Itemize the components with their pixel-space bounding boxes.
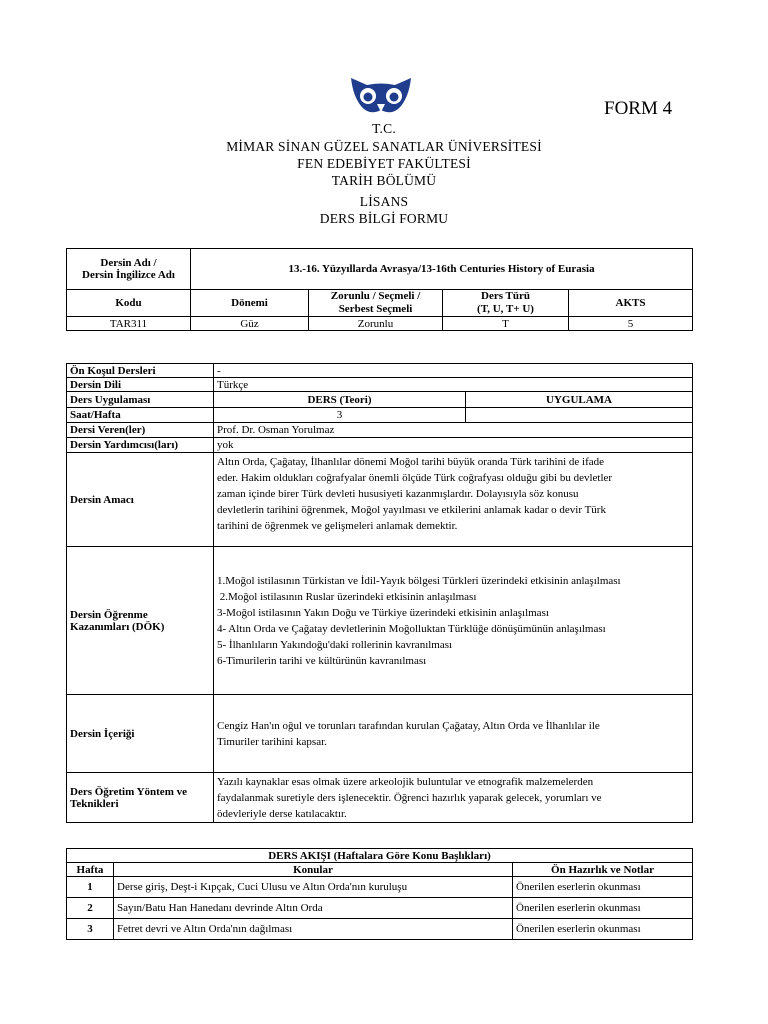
ects-header: AKTS — [569, 290, 693, 317]
course-name-value: 13.-16. Yüzyıllarda Avrasya/13-16th Centuries History of Eurasia — [191, 249, 693, 290]
instructor-label: Dersi Veren(ler) — [67, 423, 214, 438]
form-number: FORM 4 — [604, 98, 673, 119]
code-value: TAR311 — [67, 317, 191, 331]
term-header: Dönemi — [191, 290, 309, 317]
required-value: Zorunlu — [309, 317, 443, 331]
course-table — [66, 248, 693, 331]
hours-practice-value — [466, 408, 693, 423]
instructor-value: Prof. Dr. Osman Yorulmaz — [214, 423, 693, 438]
week-topic: Derse giriş, Deşt-i Kıpçak, Cuci Ulusu ve Altın Orda'nın kuruluşu — [114, 877, 513, 898]
content-text: Cengiz Han'ın oğul ve torunları tarafından kurulan Çağatay, Altın Orda ve İlhanlılar ile Timuriler tarihini kapsar. — [214, 695, 693, 773]
outcomes-row — [67, 547, 693, 695]
content-row — [67, 695, 693, 773]
schedule-title: DERS AKIŞI (Haftalara Göre Konu Başlıkları) — [67, 849, 693, 863]
language-row — [67, 378, 693, 392]
week-number: 1 — [67, 877, 114, 898]
header-line-faculty: FEN EDEBİYET FAKÜLTESİ — [297, 156, 471, 171]
term-value: Güz — [191, 317, 309, 331]
course-values-row — [67, 317, 693, 331]
university-owl-logo — [349, 76, 413, 116]
hours-label: Saat/Hafta — [67, 408, 214, 423]
week-number: 3 — [67, 919, 114, 940]
week-note: Önerilen eserlerin okunması — [513, 877, 693, 898]
aim-text: Altın Orda, Çağatay, İlhanlılar dönemi Moğol tarihi büyük oranda Türk tarihini de ifade eder. Hakim oldukları coğrafyalar önemli ölçüde Türk coğrafyası olduğu gibi bu devletler zaman içinde birer Türk devleti hususiyeti kazanmışlardır. Dolayısıyla söz konusu devletlerin tarihini öğrenmek, Moğol yayılması ve etkilerini anlamak kadar o devir Türk tarihini de öğrenmek ve gelişmeleri anlamak demektir. — [214, 453, 693, 547]
week-note: Önerilen eserlerin okunması — [513, 919, 693, 940]
week-header: Hafta — [67, 863, 114, 877]
outcomes-label: Dersin Öğrenme Kazanımları (DÖK) — [67, 547, 214, 695]
notes-header: Ön Hazırlık ve Notlar — [513, 863, 693, 877]
outcomes-text: 1.Moğol istilasının Türkistan ve İdil-Yayık bölgesi Türkleri üzerindeki etkisinin anlaşılması 2.Moğol istilasının Ruslar üzerindeki etkisinin anlaşılması 3-Moğol istilasının Yakın Doğu ve Türkiye üzerindeki etkisinin anlaşılması 4- Altın Orda ve Çağatay devletlerinin Moğolluktan Türklüğe dönüşümünün anlaşılması 5- İlhanlıların Yakındoğu'daki rollerinin kavranılması 6-Timurilerin tarihi ve kültürünün kavranılması — [214, 547, 693, 695]
prereq-row — [67, 364, 693, 378]
required-header: Zorunlu / Seçmeli / Serbest Seçmeli — [309, 290, 443, 317]
content-label: Dersin İçeriği — [67, 695, 214, 773]
methods-row — [67, 773, 693, 823]
assistant-label: Dersin Yardımcısı(ları) — [67, 438, 214, 453]
header-line-tc: T.C. — [372, 121, 396, 136]
language-label: Dersin Dili — [67, 378, 214, 392]
course-columns-row — [67, 290, 693, 317]
week-number: 2 — [67, 898, 114, 919]
week-topic: Sayın/Batu Han Hanedanı devrinde Altın Orda — [114, 898, 513, 919]
assistant-row — [67, 438, 693, 453]
application-label: Ders Uygulaması — [67, 392, 214, 408]
ects-value: 5 — [569, 317, 693, 331]
type-header: Ders Türü (T, U, T+ U) — [443, 290, 569, 317]
course-name-row — [67, 249, 693, 290]
header-line-form-title: DERS BİLGİ FORMU — [319, 211, 449, 226]
type-value: T — [443, 317, 569, 331]
theory-header: DERS (Teori) — [214, 392, 466, 408]
topics-header: Konular — [114, 863, 513, 877]
prereq-label: Ön Koşul Dersleri — [67, 364, 214, 378]
header-line-degree: LİSANS — [359, 194, 409, 209]
aim-row — [67, 453, 693, 547]
header-line-department: TARİH BÖLÜMÜ — [331, 173, 437, 188]
hours-row — [67, 408, 693, 423]
table-row — [67, 898, 693, 919]
schedule-title-row — [67, 849, 693, 863]
course-name-label: Dersin Adı / Dersin İngilizce Adı — [67, 249, 191, 290]
aim-label: Dersin Amacı — [67, 453, 214, 547]
week-topic: Fetret devri ve Altın Orda'nın dağılması — [114, 919, 513, 940]
schedule-header-row — [67, 863, 693, 877]
hours-theory-value: 3 — [214, 408, 466, 423]
table-row — [67, 919, 693, 940]
assistant-value: yok — [214, 438, 693, 453]
course-info-table — [66, 363, 693, 823]
methods-label: Ders Öğretim Yöntem ve Teknikleri — [67, 773, 214, 823]
code-header: Kodu — [67, 290, 191, 317]
table-row — [67, 877, 693, 898]
language-value: Türkçe — [214, 378, 693, 392]
instructor-row — [67, 423, 693, 438]
application-row — [67, 392, 693, 408]
prereq-value: - — [214, 364, 693, 378]
header-line-university: MİMAR SİNAN GÜZEL SANATLAR ÜNİVERSİTESİ — [226, 139, 542, 154]
schedule-table — [66, 848, 693, 940]
practice-header: UYGULAMA — [466, 392, 693, 408]
week-note: Önerilen eserlerin okunması — [513, 898, 693, 919]
methods-text: Yazılı kaynaklar esas olmak üzere arkeolojik buluntular ve etnografik malzemelerden faydalanmak suretiyle ders işlenecektir. Öğrenci hazırlık yaparak gelecek, yorumları ve ödevleriyle derse katılacaktır. — [214, 773, 693, 823]
